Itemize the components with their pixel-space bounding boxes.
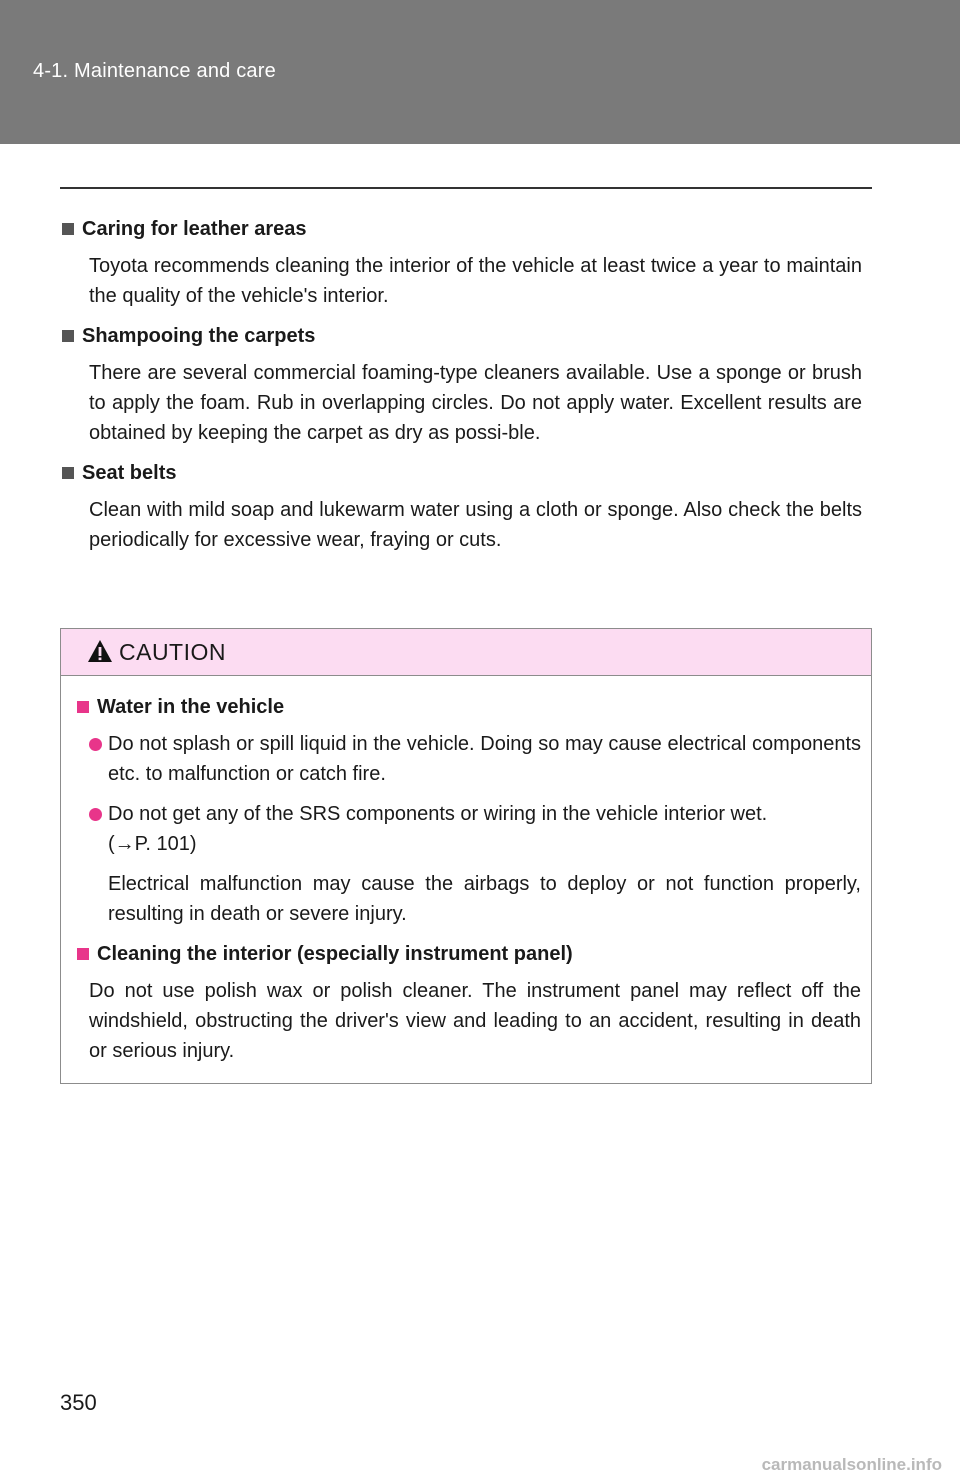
section-text-leather: Toyota recommends cleaning the interior of the vehicle at least twice a year to maintain the quality of the vehicle's interior. <box>89 255 862 307</box>
caution-box <box>60 628 872 1084</box>
bullet-note: Electrical malfunction may cause the airbags to deploy or not function properly, resulting in death or severe injury. <box>108 873 861 925</box>
heading-text: Seat belts <box>82 462 177 484</box>
square-bullet-icon <box>62 223 74 235</box>
caution-header <box>61 629 871 676</box>
section-heading-leather <box>60 214 862 244</box>
main-content <box>60 214 862 565</box>
caution-heading-interior <box>75 939 861 969</box>
caution-heading-water <box>75 692 861 722</box>
caution-bullet <box>89 799 861 829</box>
section-heading-seat-belts <box>60 458 862 488</box>
page-number: 350 <box>60 1390 97 1415</box>
caution-body <box>61 676 871 1066</box>
caution-bullet <box>89 729 861 789</box>
heading-text: Cleaning the interior (especially instrument panel) <box>97 943 573 965</box>
caution-label: CAUTION <box>119 638 226 665</box>
circle-bullet-icon <box>89 808 102 821</box>
square-bullet-icon <box>77 948 89 960</box>
heading-text: Water in the vehicle <box>97 696 285 718</box>
page-reference: (→P. 101) <box>108 833 197 855</box>
section-heading-carpets <box>60 321 862 351</box>
warning-triangle-icon <box>87 639 113 663</box>
watermark: carmanualsonline.info <box>761 1455 942 1474</box>
square-bullet-icon <box>62 330 74 342</box>
square-bullet-icon <box>77 701 89 713</box>
header-divider <box>60 187 872 189</box>
section-text-carpets: There are several commercial foaming-type cleaners available. Use a sponge or brush to apply the foam. Rub in overlapping circles. Do not apply water. Excellent results are obtained by keeping the carpet as dry as possi-ble. <box>89 362 862 444</box>
heading-text: Shampooing the carpets <box>82 325 316 347</box>
section-text-seat-belts: Clean with mild soap and lukewarm water using a cloth or sponge. Also check the belts periodically for excessive wear, fraying or cuts. <box>89 499 862 551</box>
page-header <box>0 0 960 144</box>
section-title: 4-1. Maintenance and care <box>33 60 276 82</box>
square-bullet-icon <box>62 467 74 479</box>
heading-text: Caring for leather areas <box>82 218 307 240</box>
bullet-text: Do not splash or spill liquid in the vehicle. Doing so may cause electrical components etc. to malfunction or catch fire. <box>108 733 861 785</box>
bullet-text: Do not get any of the SRS components or wiring in the vehicle interior wet. <box>108 803 768 825</box>
circle-bullet-icon <box>89 738 102 751</box>
caution-text-interior: Do not use polish wax or polish cleaner. The instrument panel may reflect off the windshield, obstructing the driver's view and leading to an accident, resulting in death or serious injury. <box>89 980 861 1062</box>
